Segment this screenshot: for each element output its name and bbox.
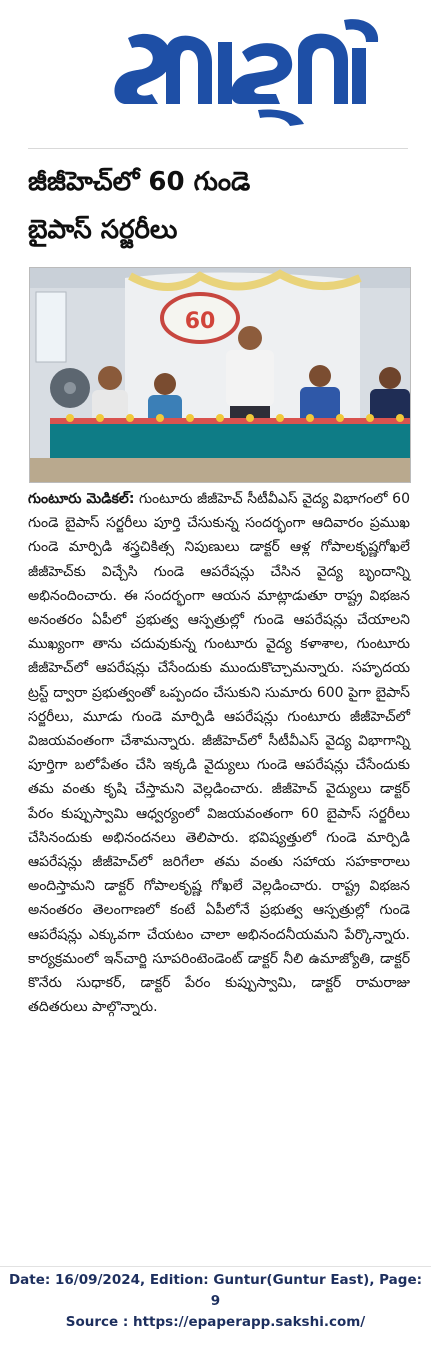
top-divider (28, 148, 408, 149)
edition-info: Date: 16/09/2024, Edition: Guntur(Guntur East), Page: 9 (8, 1272, 423, 1309)
photo-image (30, 268, 410, 482)
svg-text:60: 60 (184, 309, 216, 334)
article-text: గుంటూరు జీజీహెచ్‌ సీటీవీఎస్‌ వైద్య విభాగంలో 60 గుండె బైపాస్‌ సర్జరీలు పూర్తి చేసుకున్న సందర్భంగా ఆదివారం ప్రముఖ గుండె మార్పిడి శస్త్రచికిత్స నిపుణులు డాక్టర్‌ ఆళ్ల గోపాలకృష్ణగోఖలే జీజీహెచ్‌కు విచ్చేసి గుండె ఆపరేషన్లు చేసిన వైద్య బృందాన్ని అభినందించారు. ఈ సందర్భంగా ఆయన మాట్లాడుతూ రాష్ట్ర విభజన అనంతరం ఏపీలో ప్రభుత్వ ఆస్పత్రుల్లో గుండె ఆపరేషన్లు చేయాలని ముఖ్యంగా తాను చదువుకున్న గుంటూరు వైద్య కళాశాల, గుంటూరు జీజీహెచ్‌లో ఆపరేషన్లు చేసేందుకు ముందుకొచ్చామన్నారు. సహృదయ ట్రస్ట్‌ ద్వారా ప్రభుత్వంతో ఒప్పందం చేసుకుని సుమారు 600 పైగా బైపాస్‌ సర్జరీలు, మూడు గుండె మార్పిడి ఆపరేషన్లు గుంటూరు జీజీహెచ్‌లో విజయవంతంగా చేశామన్నారు. జీజీహెచ్‌లో సీటీవీఎస్‌ వైద్య విభాగాన్ని పూర్తిగా బలోపేతం చేసి ఇక్కడి వైద్యులు గుండె ఆపరేషన్లు చేసేందుకు తమ వంతు కృషి చేస్తామని వెల్లడించారు. జీజీహెచ్‌ వైద్యులు డాక్టర్‌ పేరం కుప్పుస్వామి ఆధ్వర్యంలో విజయవంతంగా 60 బైపాస్‌ సర్జరీలు చేసినందుకు అభినందనలు తెలిపారు. భవిష్యత్తులో గుండె మార్పిడి ఆపరేషన్లు జీజీహెచ్‌లో జరిగేలా తమ వంతు సహాయ సహకారాలు అందిస్తామని డాక్టర్‌ గోపాలకృష్ణ గోఖలే వెల్లడించారు. రాష్ట్ర విభజన అనంతరం తెలంగాణలో కంటే ఏపీలోనే ప్రభుత్వ ఆస్పత్రుల్లో గుండె ఆపరేషన్లు ఎక్కువగా చేయటం చాలా అభినందనీయమని పేర్కొన్నారు. కార్యక్రమంలో ఇన్‌చార్జి సూపరింటెండెంట్‌ డాక్టర్‌ నీలి ఉమాజ్యోతి, డాక్టర్‌ కొనేరు సుధాకర్‌, డాక్టర్‌ పేరం కుప్పుస్వామి, డాక్టర్‌ రామరాజు తదితరులు పాల్గొన్నారు. (28, 491, 410, 1016)
article-dateline: గుంటూరు మెడికల్‌: (28, 491, 135, 507)
sakshi-logo-icon (108, 12, 388, 134)
footer-divider (0, 1266, 431, 1267)
sakshi-logo (108, 12, 388, 134)
source-link[interactable]: Source : https://epaperapp.sakshi.com/ (65, 1314, 366, 1330)
footer (0, 1270, 431, 1333)
article-photo (29, 267, 411, 483)
article-headline: జీజీహెచ్‌లో 60 గుండె బైపాస్‌ సర్జరీలు (28, 167, 251, 245)
article-body (28, 487, 410, 1019)
